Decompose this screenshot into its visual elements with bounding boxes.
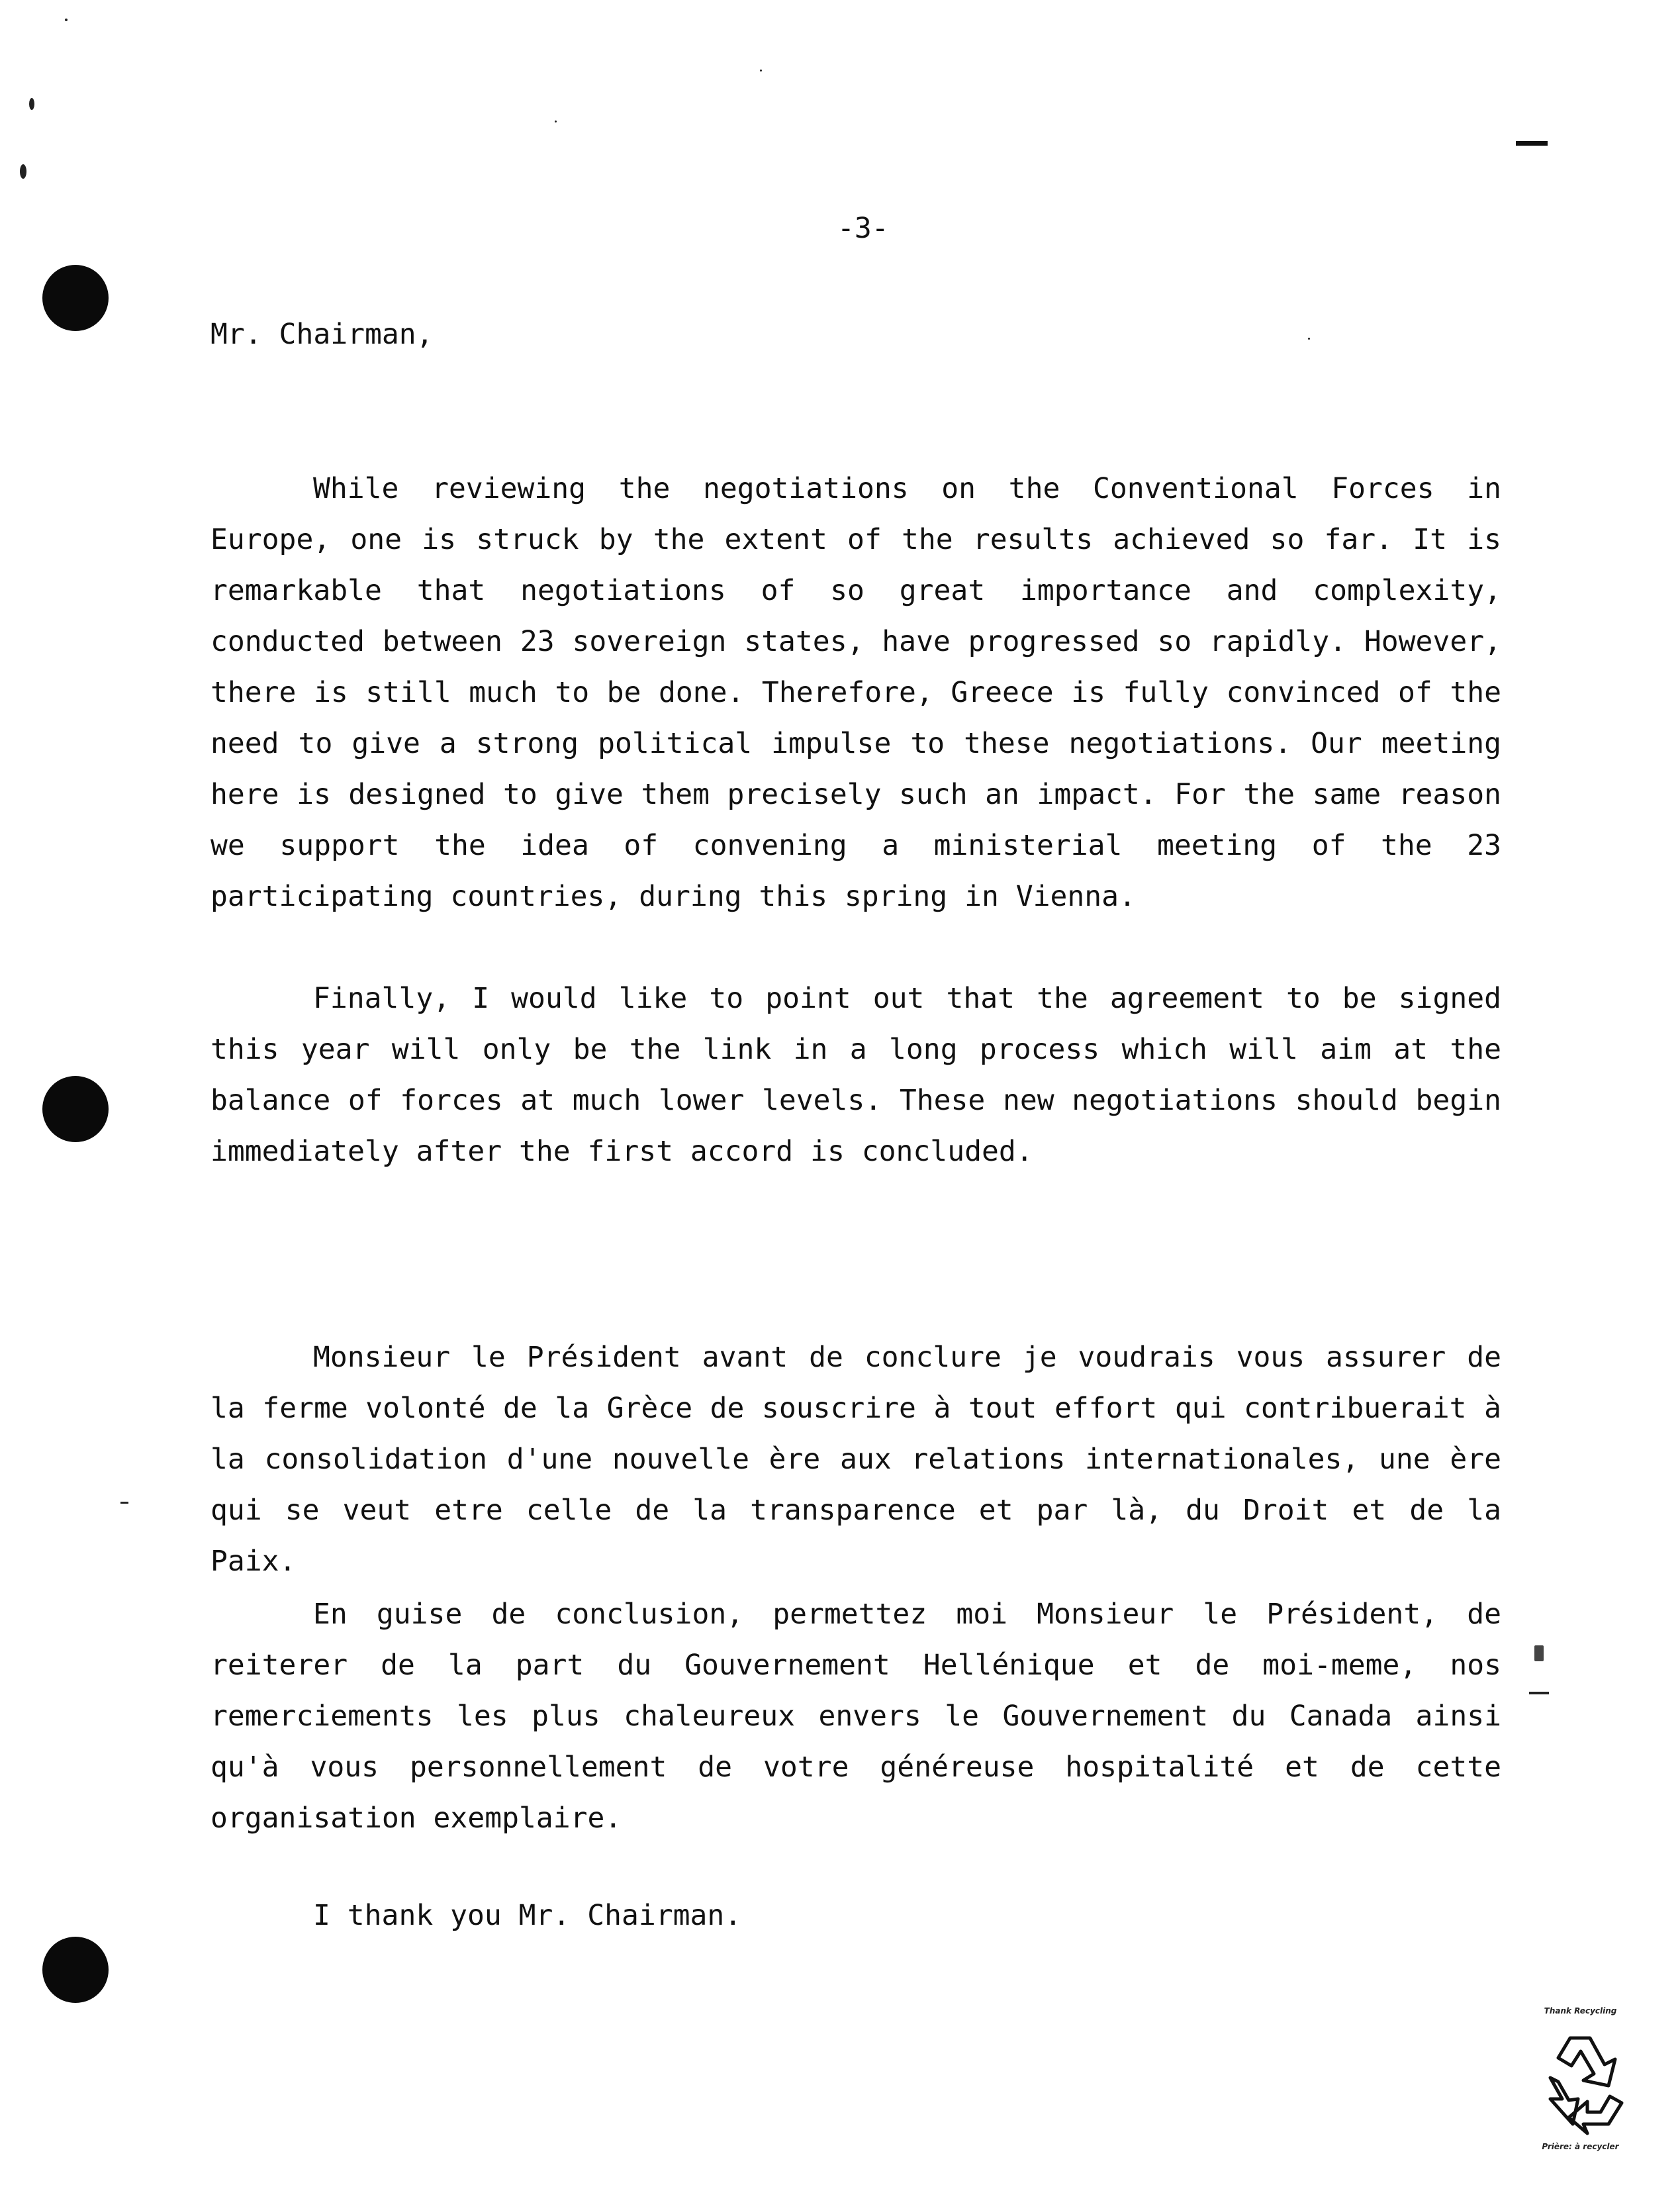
- recycle-logo-bottom-text: Prière: à recycler: [1542, 2142, 1619, 2151]
- scan-speck: [1308, 338, 1310, 340]
- punch-hole: [42, 1076, 109, 1142]
- scan-speck: [1529, 1692, 1549, 1694]
- recycle-logo: [1522, 2006, 1638, 2159]
- paragraph-french-resolve: Monsieur le Président avant de conclure je voudrais vous assurer de la ferme volonté de la Grèce de souscrire à tout effort qui contribuerait à la consolidation d'une nouvelle ère aux relations internationales, une ère qui se veut etre celle de la transparence et par là, du Droit et de la Paix.: [210, 1341, 1501, 1578]
- page-number: -3-: [837, 212, 889, 245]
- scan-speck: [1534, 1645, 1544, 1661]
- scan-speck: [65, 19, 68, 21]
- paragraph-cfe-negotiations: While reviewing the negotiations on the Conventional Forces in Europe, one is struck by the extent of the results achieved so far. It is remarkable that negotiations of so great importance and complexity, conducted between 23 sovereign states, have progressed so rapidly. However, there is still much to be done. Therefore, Greece is fully convinced of the need to give a strong political impulse to these negotiations. Our meeting here is designed to give them precisely such an impact. For the same reason we support the idea of convening a ministerial meeting of the 23 participating countries, during this spring in Vienna.: [210, 472, 1501, 913]
- paragraph-french-thanks: En guise de conclusion, permettez moi Monsieur le Président, de reiterer de la part du Gouvernement Hellénique et de moi-meme, nos remerciements les plus chaleureux envers le Gouvernement du Canada ainsi qu'à vous personnellement de votre généreuse hospitalité et de cette organisation exemplaire.: [210, 1598, 1501, 1835]
- salutation: Mr. Chairman,: [210, 318, 434, 351]
- paragraph-agreement-process: Finally, I would like to point out that the agreement to be signed this year will only be the link in a long process which will aim at the balance of forces at much lower levels. These new negotiations should begin immediately after the first accord is concluded.: [210, 982, 1501, 1168]
- recycle-logo-top-text: Thank Recycling: [1544, 2006, 1617, 2015]
- scan-speck: [29, 98, 34, 110]
- recycle-icon: [1530, 2025, 1630, 2137]
- scan-speck: [120, 1502, 128, 1504]
- scan-speck: [555, 121, 557, 122]
- closing-line: I thank you Mr. Chairman.: [313, 1899, 742, 1932]
- scan-speck: [760, 70, 762, 72]
- scan-mark: [1516, 141, 1548, 146]
- scan-speck: [20, 164, 26, 179]
- punch-hole: [42, 1937, 109, 2003]
- punch-hole: [42, 265, 109, 331]
